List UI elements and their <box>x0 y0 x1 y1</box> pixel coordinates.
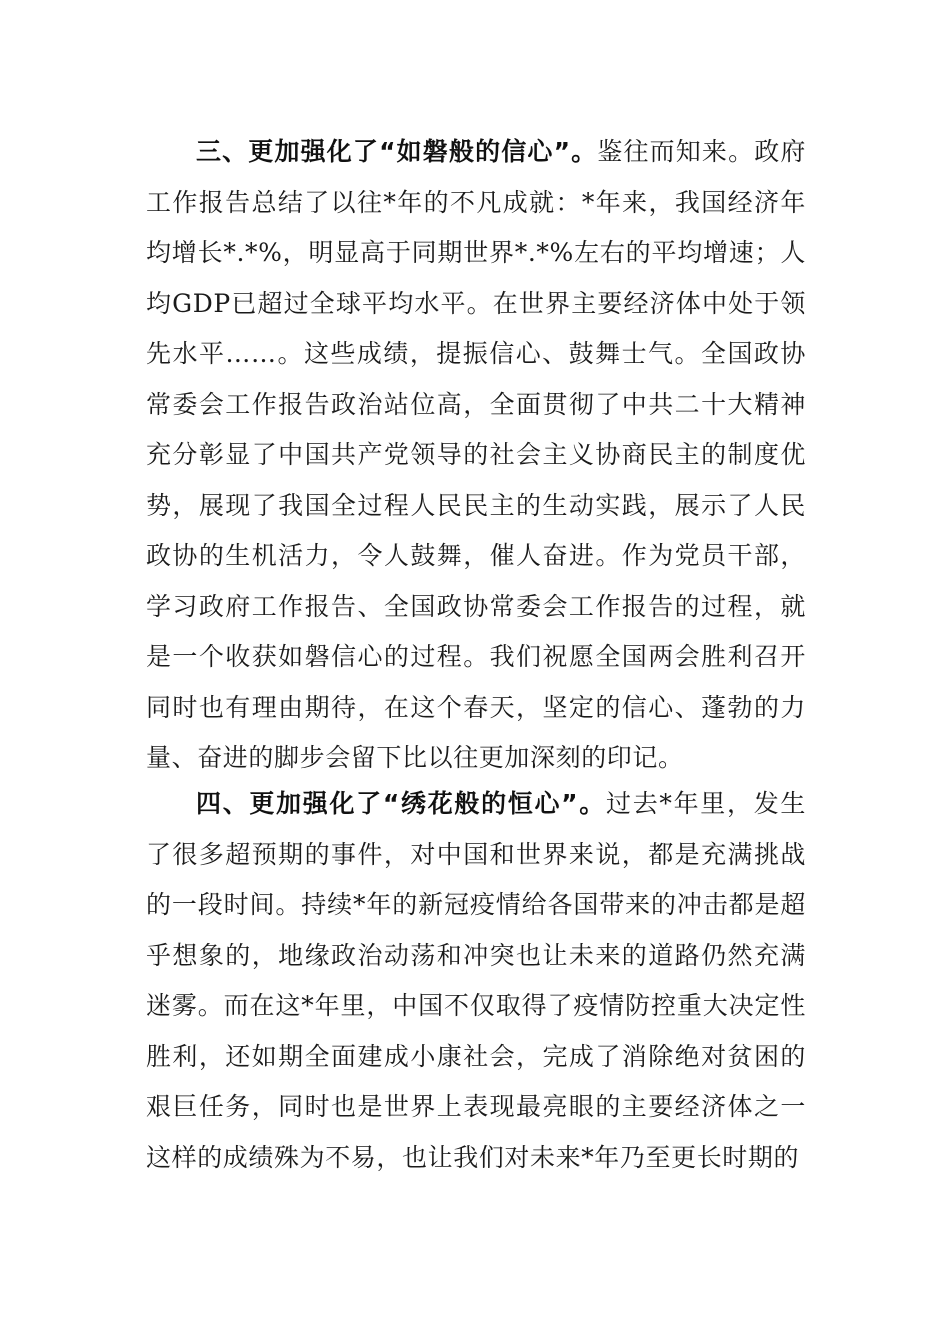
paragraph-section-three <box>146 127 806 784</box>
section-heading-four: 四、更加强化了“绣花般的恒心”。 <box>196 789 607 818</box>
section-heading-three: 三、更加强化了“如磐般的信心”。 <box>196 137 598 166</box>
paragraph-section-four <box>146 779 806 1183</box>
section-body-three: 鉴往而知来。政府工作报告总结了以往*年的不凡成就：*年来，我国经济年均增长*.*%，明显高于同期世界*.*%左右的平均增速；人均GDP已超过全球平均水平。在世界主要经济体中处于领先水平……。这些成绩，提振信心、鼓舞士气。全国政协常委会工作报告政治站位高，全面贯彻了中共二十大精神充分彰显了中国共产党领导的社会主义协商民主的制度优势，展现了我国全过程人民民主的生动实践，展示了人民政协的生机活力，令人鼓舞，催人奋进。作为党员干部，学习政府工作报告、全国政协常委会工作报告的过程，就是一个收获如磐信心的过程。我们祝愿全国两会胜利召开同时也有理由期待，在这个春天，坚定的信心、蓬勃的力量、奋进的脚步会留下比以往更加深刻的印记。 <box>146 137 806 772</box>
section-body-four: 过去*年里，发生了很多超预期的事件，对中国和世界来说，都是充满挑战的一段时间。持续*年的新冠疫情给各国带来的冲击都是超乎想象的，地缘政治动荡和冲突也让未来的道路仍然充满迷雾。而在这*年里，中国不仅取得了疫情防控重大决定性胜利，还如期全面建成小康社会，完成了消除绝对贫困的艰巨任务，同时也是世界上表现最亮眼的主要经济体之一这样的成绩殊为不易，也让我们对未来*年乃至更长时期的 <box>146 789 806 1172</box>
